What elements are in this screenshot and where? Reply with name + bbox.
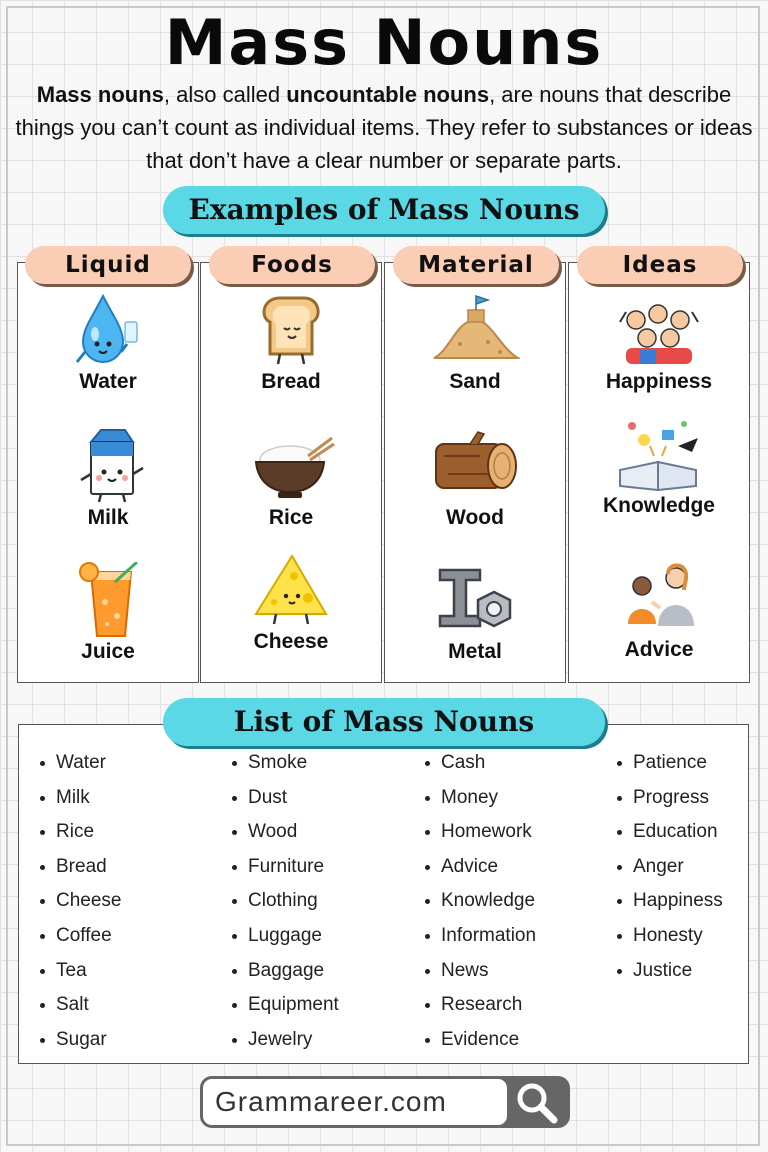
category-label-material: Material (393, 246, 559, 284)
open-book-icon (614, 416, 704, 492)
list-item: Sugar (38, 1029, 122, 1064)
rice-bowl-icon (246, 428, 336, 504)
list-item: Bread (38, 856, 122, 891)
page-title: Mass Nouns (164, 6, 604, 79)
example-item (568, 560, 750, 662)
search-panel (500, 1076, 570, 1128)
item-label: Wood (446, 506, 504, 529)
item-label: Juice (81, 640, 135, 663)
list-item: Smoke (230, 752, 339, 787)
list-item: Rice (38, 821, 122, 856)
bread-slice-icon (246, 292, 336, 368)
list-item: Education (615, 821, 723, 856)
item-label: Bread (261, 370, 321, 393)
item-label: Metal (448, 640, 502, 663)
website-url[interactable]: Grammareer.com (200, 1076, 510, 1128)
item-label: Rice (268, 506, 314, 529)
cheese-wedge-icon (246, 552, 336, 628)
wood-log-icon (430, 428, 520, 504)
list-item: Patience (615, 752, 723, 787)
example-item (200, 428, 382, 530)
example-item (200, 552, 382, 654)
list-item: Clothing (230, 890, 339, 925)
list-item: Furniture (230, 856, 339, 891)
example-item (384, 562, 566, 664)
list-item: Cheese (38, 890, 122, 925)
intro-term-mass-nouns: Mass nouns (36, 82, 164, 107)
juice-glass-icon (63, 562, 153, 638)
list-item: Cash (423, 752, 536, 787)
examples-heading: Examples of Mass Nouns (163, 186, 605, 234)
item-label: Water (79, 370, 137, 393)
list-item: Salt (38, 994, 122, 1029)
list-column-1 (38, 752, 122, 1063)
list-item: Honesty (615, 925, 723, 960)
item-label: Sand (449, 370, 501, 393)
item-label: Milk (87, 506, 129, 529)
example-item (17, 292, 199, 394)
list-item: Luggage (230, 925, 339, 960)
list-item: Dust (230, 787, 339, 822)
list-column-3 (423, 752, 536, 1063)
item-label: Cheese (253, 630, 329, 653)
list-item: Equipment (230, 994, 339, 1029)
list-item: News (423, 960, 536, 995)
intro-text-1: , also called (163, 82, 287, 107)
example-item (568, 416, 750, 518)
intro-term-uncountable: uncountable nouns (286, 82, 490, 107)
list-item: Knowledge (423, 890, 536, 925)
search-icon (500, 1076, 570, 1128)
example-item (384, 292, 566, 394)
list-item: Water (38, 752, 122, 787)
list-item: Baggage (230, 960, 339, 995)
example-item (200, 292, 382, 394)
list-item: Progress (615, 787, 723, 822)
list-item: Milk (38, 787, 122, 822)
intro-text-2: , are nouns that describe things you can’t count as individual items. They refer to substances or ideas that don’t have a clear number or separate parts. (15, 82, 753, 173)
example-item (17, 562, 199, 664)
example-item (384, 428, 566, 530)
list-item: Tea (38, 960, 122, 995)
item-label: Knowledge (602, 494, 715, 517)
list-item: Research (423, 994, 536, 1029)
list-column-2 (230, 752, 339, 1063)
list-item: Coffee (38, 925, 122, 960)
item-label: Advice (624, 638, 694, 661)
list-item: Anger (615, 856, 723, 891)
list-item: Justice (615, 960, 723, 995)
category-label-ideas: Ideas (577, 246, 743, 284)
list-column-4 (615, 752, 723, 994)
metal-beam-icon (430, 562, 520, 638)
intro-paragraph (14, 78, 754, 177)
advice-people-icon (614, 560, 704, 636)
list-item: Money (423, 787, 536, 822)
milk-carton-icon (63, 428, 153, 504)
category-label-foods: Foods (209, 246, 375, 284)
list-item: Jewelry (230, 1029, 339, 1064)
happy-people-icon (614, 292, 704, 368)
sand-pile-icon (430, 292, 520, 368)
list-item: Information (423, 925, 536, 960)
example-item (17, 428, 199, 530)
water-drop-icon (63, 292, 153, 368)
list-item: Advice (423, 856, 536, 891)
list-item: Homework (423, 821, 536, 856)
example-item (568, 292, 750, 394)
list-item: Wood (230, 821, 339, 856)
website-badge[interactable] (200, 1076, 570, 1132)
list-heading: List of Mass Nouns (163, 698, 605, 746)
category-label-liquid: Liquid (25, 246, 191, 284)
list-item: Happiness (615, 890, 723, 925)
list-item: Evidence (423, 1029, 536, 1064)
item-label: Happiness (605, 370, 713, 393)
